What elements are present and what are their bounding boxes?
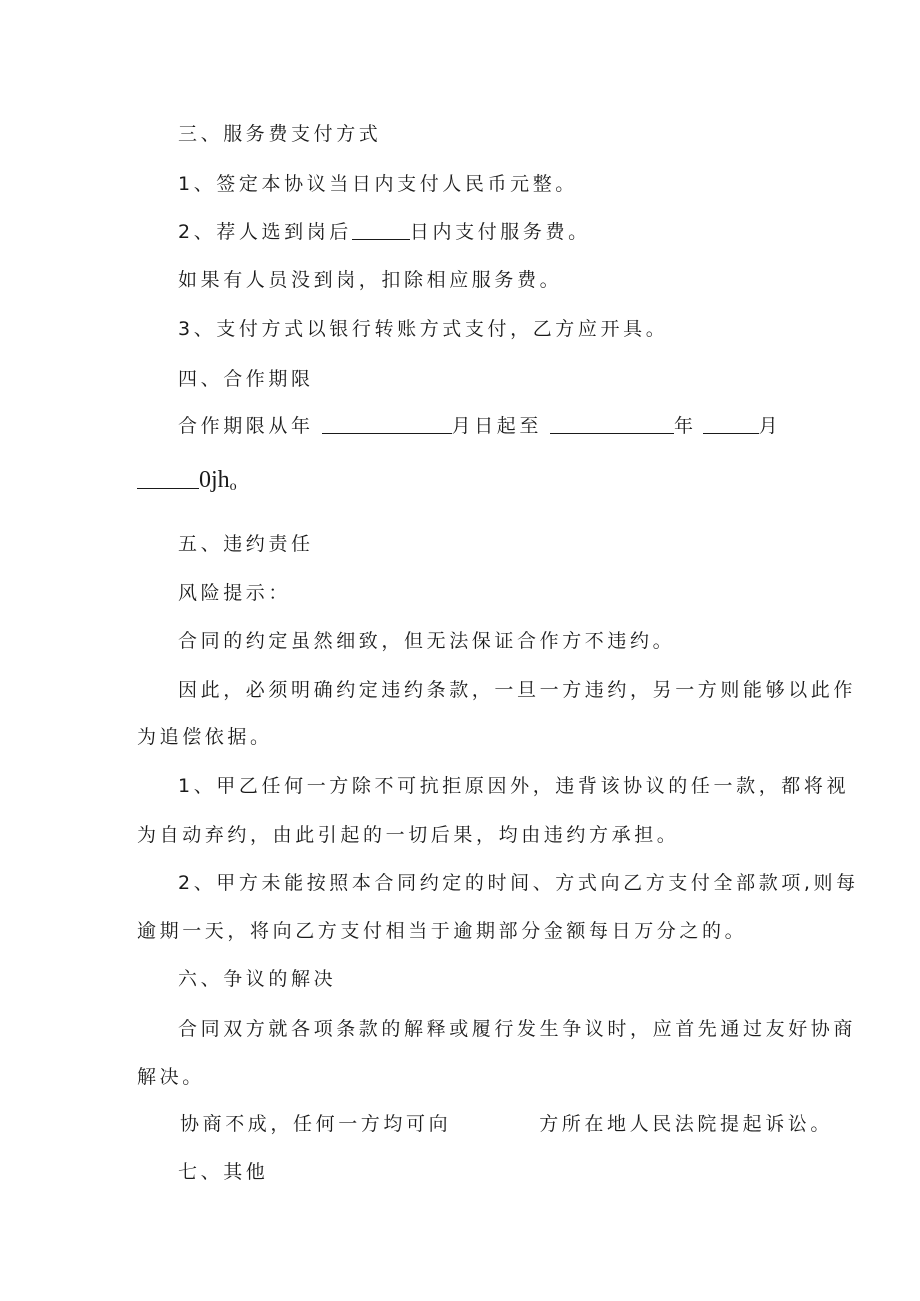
section-3-item-2 [178, 219, 591, 245]
section-6-paragraph-1-line-1: 合同双方就各项条款的解释或履行发生争议时，应首先通过友好协商 [178, 1018, 857, 1040]
end-day-blank [137, 464, 199, 489]
risk-paragraph-2-line-1: 因此，必须明确约定违约条款，一旦一方违约，另一方则能够以此作 [178, 679, 857, 701]
term-text-b: 月日起至 [451, 415, 543, 437]
start-year-blank [322, 413, 452, 434]
term-tail-sub: o [229, 479, 237, 494]
days-blank [352, 219, 410, 240]
term-text-c: 年 [674, 415, 697, 437]
section-4-term-line [178, 413, 781, 439]
term-text-d: 月 [758, 415, 782, 437]
section-3-note: 如果有人员没到岗，扣除相应服务费。 [178, 269, 563, 291]
term-text-a: 合作期限从年 [178, 415, 314, 437]
section-4-title: 四、合作期限 [178, 368, 314, 390]
end-blank [550, 413, 674, 434]
section-5-item-2-line-1: 2、甲方未能按照本合同约定的时间、方式向乙方支付全部款项,则每 [178, 872, 859, 894]
lawsuit-prefix: 协商不成，任何一方均可向 [180, 1113, 452, 1135]
risk-label: 风险提示： [178, 582, 292, 604]
section-4-term-tail [137, 464, 237, 502]
lawsuit-suffix: 方所在地人民法院提起诉讼。 [539, 1113, 834, 1135]
section-3-item-1: 1、签定本协议当日内支付人民币元整。 [178, 173, 578, 195]
section-5-item-1-line-2: 为自动弃约，由此引起的一切后果，均由违约方承担。 [137, 824, 680, 846]
section-3-item-3: 3、支付方式以银行转账方式支付，乙方应开具。 [178, 318, 669, 340]
section-5-title: 五、违约责任 [178, 533, 314, 555]
section-5-item-2-line-2: 逾期一天，将向乙方支付相当于逾期部分金额每日万分之的。 [137, 920, 748, 942]
section-5-item-1-line-1: 1、甲乙任何一方除不可抗拒原因外，违背该协议的任一款，都将视 [178, 775, 850, 797]
section-3-title: 三、服务费支付方式 [178, 123, 382, 145]
item-2-suffix: 日内支付服务费。 [409, 221, 591, 243]
risk-paragraph-2-line-2: 为追偿依据。 [137, 726, 273, 748]
section-7-title: 七、其他 [178, 1161, 269, 1183]
term-tail-main: 0jh [199, 467, 230, 493]
end-month-blank [703, 413, 759, 434]
item-2-prefix: 2、荐人选到岗后 [178, 221, 352, 243]
risk-paragraph-1: 合同的约定虽然细致，但无法保证合作方不违约。 [178, 630, 676, 652]
section-6-paragraph-2 [180, 1111, 833, 1137]
section-6-title: 六、争议的解决 [178, 968, 337, 990]
section-6-paragraph-1-line-2: 解决。 [137, 1066, 205, 1088]
